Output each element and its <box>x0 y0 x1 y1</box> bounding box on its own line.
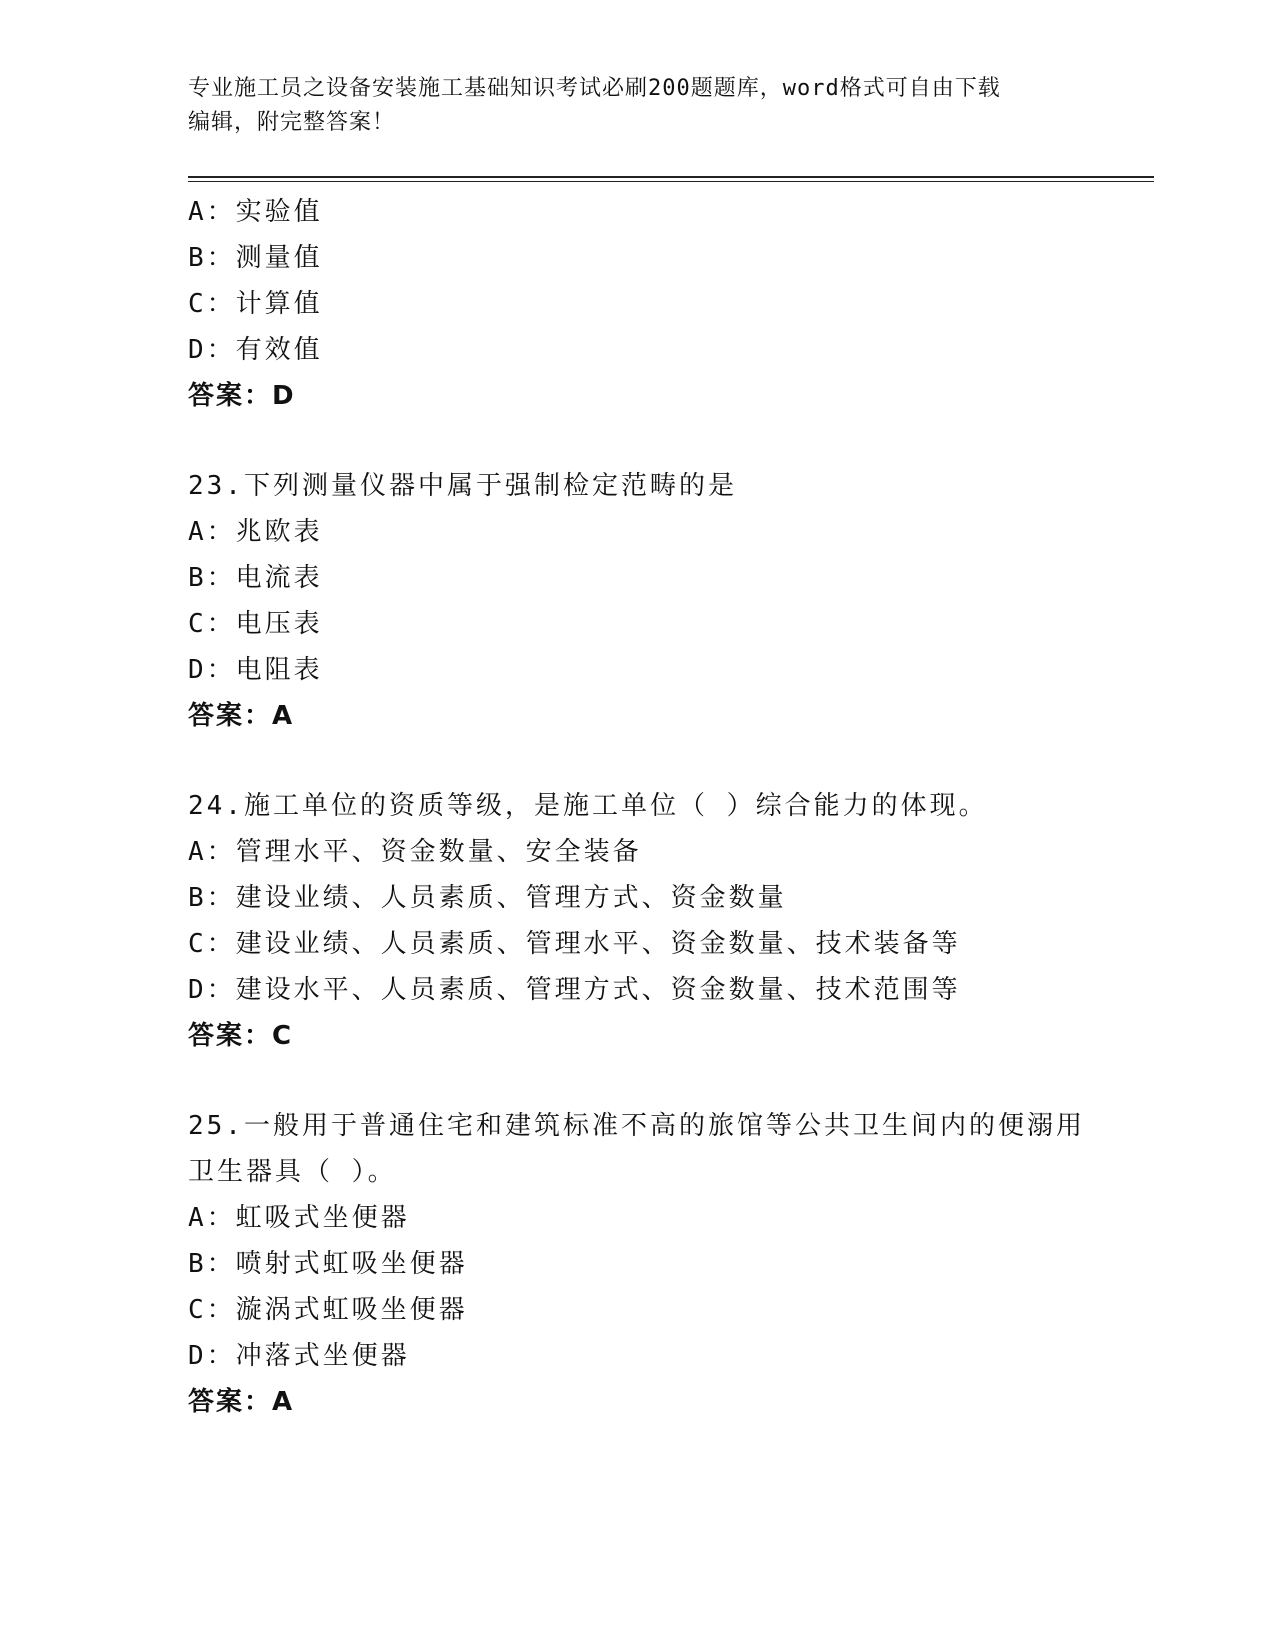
option-d: D：冲落式坐便器 <box>188 1341 410 1371</box>
option-d: D：电阻表 <box>188 655 323 685</box>
answer-value: A <box>272 701 296 731</box>
question-title: 24.施工单位的资质等级，是施工单位（ ）综合能力的体现。 <box>188 791 988 821</box>
option-d: D：有效值 <box>188 335 323 365</box>
answer-value: A <box>272 1387 296 1417</box>
header-divider <box>188 176 1154 182</box>
question-25 <box>188 1103 1148 1425</box>
answer-value: C <box>272 1021 295 1051</box>
header-title-line1: 专业施工员之设备安装施工基础知识考试必刷200题题库，word格式可自由下载 <box>188 76 1001 101</box>
answer <box>188 693 1148 739</box>
question-title: 23.下列测量仪器中属于强制检定范畴的是 <box>188 471 737 501</box>
option-b: B：电流表 <box>188 563 323 593</box>
option-c: C：电压表 <box>188 609 323 639</box>
answer-label: 答案： <box>188 1387 273 1417</box>
option-d: D：建设水平、人员素质、管理方式、资金数量、技术范围等 <box>188 975 961 1005</box>
answer <box>188 1379 1148 1425</box>
question-23 <box>188 463 1148 739</box>
header-title-line2: 编辑，附完整答案！ <box>188 110 396 135</box>
option-c: C：计算值 <box>188 289 323 319</box>
question-24 <box>188 783 1148 1059</box>
option-c: C：漩涡式虹吸坐便器 <box>188 1295 468 1325</box>
answer-label: 答案： <box>188 701 273 731</box>
option-a: A：管理水平、资金数量、安全装备 <box>188 837 642 867</box>
option-c: C：建设业绩、人员素质、管理水平、资金数量、技术装备等 <box>188 929 961 959</box>
question-title-line2: 卫生器具（ ）。 <box>188 1157 397 1187</box>
option-b: B：喷射式虹吸坐便器 <box>188 1249 468 1279</box>
option-b: B：测量值 <box>188 243 323 273</box>
answer-label: 答案： <box>188 381 273 411</box>
answer-value: D <box>272 381 297 411</box>
option-a: A：虹吸式坐便器 <box>188 1203 410 1233</box>
question-title-line1: 25.一般用于普通住宅和建筑标准不高的旅馆等公共卫生间内的便溺用 <box>188 1111 1085 1141</box>
option-a: A：兆欧表 <box>188 517 323 547</box>
answer-label: 答案： <box>188 1021 273 1051</box>
option-b: B：建设业绩、人员素质、管理方式、资金数量 <box>188 883 787 913</box>
option-a: A：实验值 <box>188 197 323 227</box>
document-header <box>188 72 1088 140</box>
answer <box>188 1013 1148 1059</box>
question-list <box>188 189 1148 1425</box>
question-22-continued <box>188 189 1148 419</box>
answer <box>188 373 1148 419</box>
